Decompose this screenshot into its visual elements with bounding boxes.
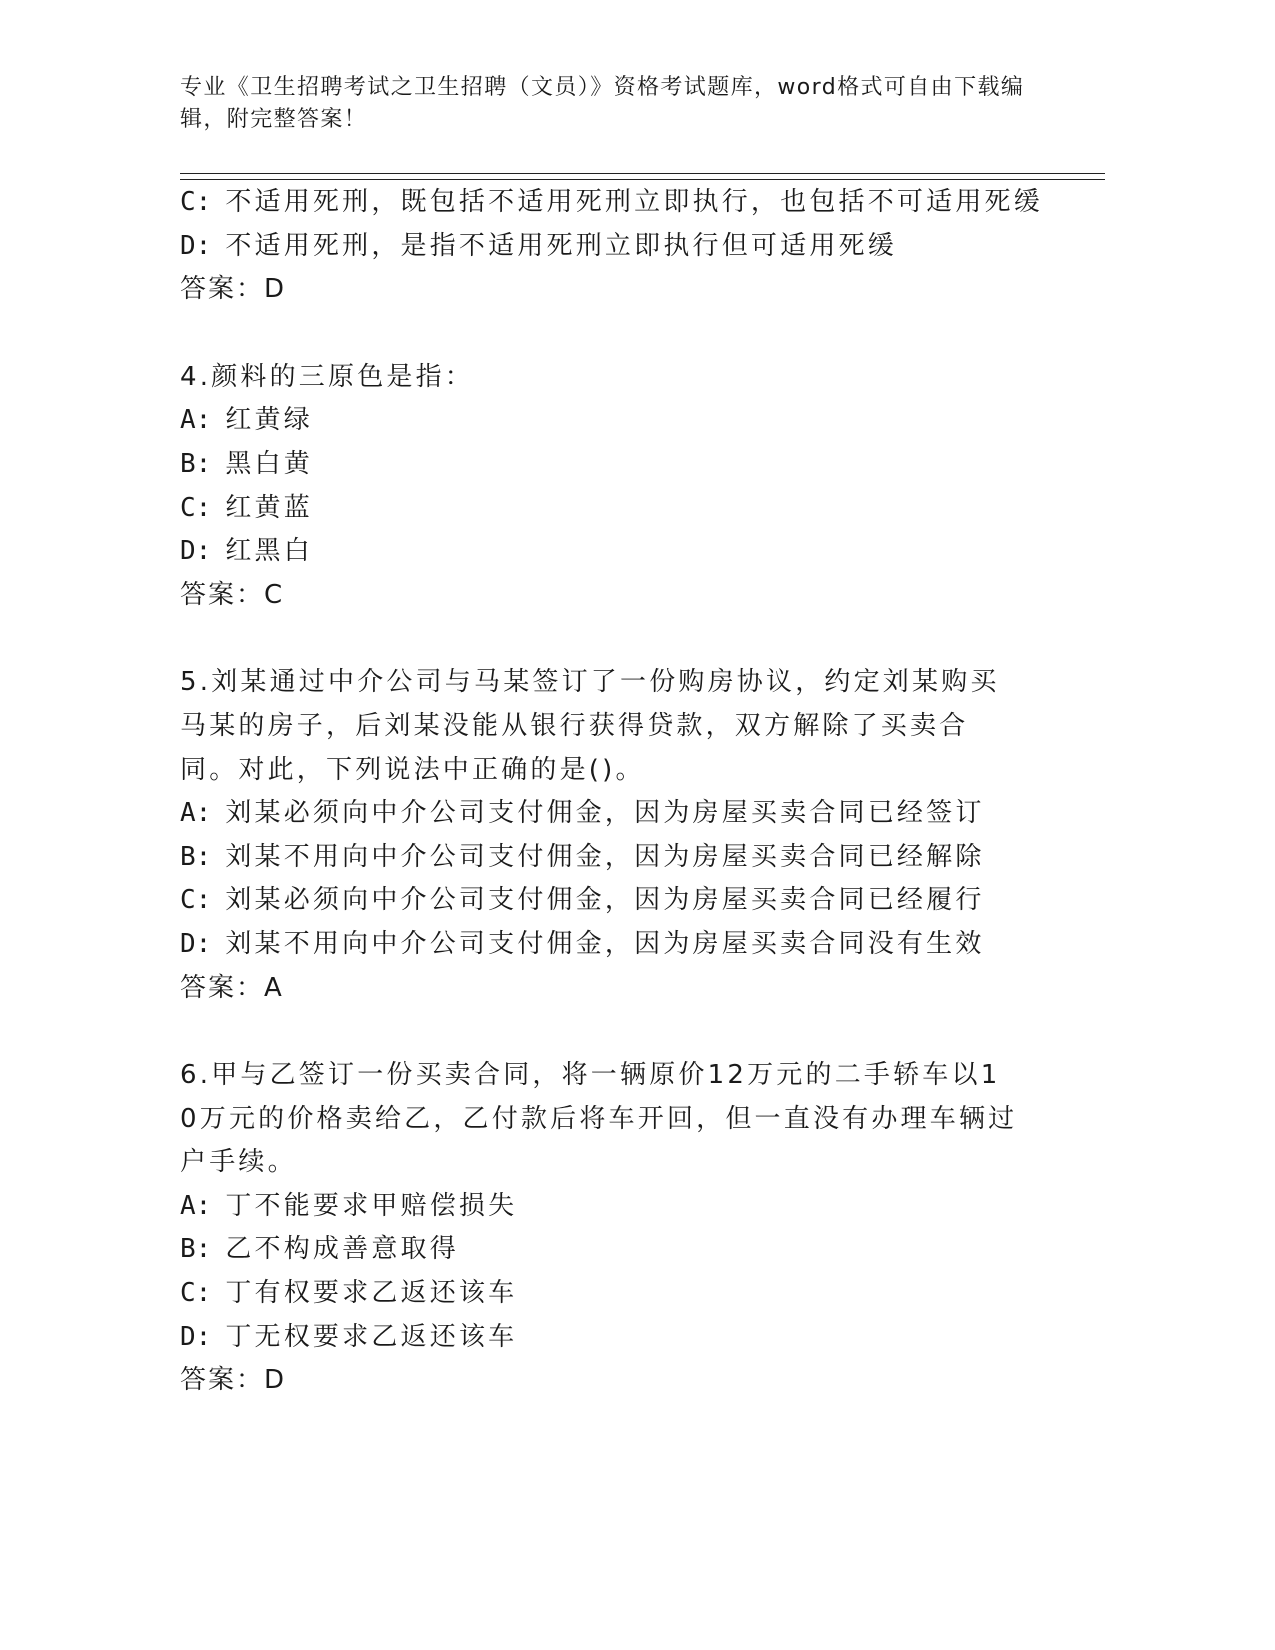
option-c: C: 刘某必须向中介公司支付佣金，因为房屋买卖合同已经履行 [180, 885, 985, 916]
header-divider-top [180, 173, 1105, 174]
question-stem: 5.刘某通过中介公司与马某签订了一份购房协议，约定刘某购买马某的房子，后刘某没能从银行获得贷款，双方解除了买卖合同。对此，下列说法中正确的是()。 [180, 667, 1000, 785]
answer-line: 答案：D [180, 1365, 287, 1396]
option-d: D: 刘某不用向中介公司支付佣金，因为房屋买卖合同没有生效 [180, 928, 985, 959]
header-divider-bottom [180, 179, 1105, 180]
option-b: B: 乙不构成善意取得 [180, 1234, 459, 1265]
answer-line: 答案：D [180, 274, 287, 305]
option-d: D: 不适用死刑，是指不适用死刑立即执行但可适用死缓 [180, 230, 897, 261]
answer-line: 答案：C [180, 579, 285, 610]
option-a: A: 丁不能要求甲赔偿损失 [180, 1190, 518, 1221]
option-b: B: 黑白黄 [180, 448, 313, 479]
option-c: C: 红黄蓝 [180, 492, 313, 523]
option-a: A: 刘某必须向中介公司支付佣金，因为房屋买卖合同已经签订 [180, 798, 985, 829]
question-content [180, 181, 1105, 1403]
question-3-continuation [180, 181, 1105, 312]
option-c: C: 丁有权要求乙返还该车 [180, 1278, 518, 1309]
question-5 [180, 661, 1105, 1010]
question-stem: 4.颜料的三原色是指： [180, 361, 475, 392]
question-6 [180, 1054, 1105, 1403]
option-d: D: 红黑白 [180, 536, 313, 567]
option-b: B: 刘某不用向中介公司支付佣金，因为房屋买卖合同已经解除 [180, 841, 985, 872]
option-d: D: 丁无权要求乙返还该车 [180, 1321, 518, 1352]
document-header: 专业《卫生招聘考试之卫生招聘（文员）》资格考试题库，word格式可自由下载编辑，附完整答案！ [180, 75, 1025, 132]
option-a: A: 红黄绿 [180, 405, 313, 436]
option-c: C: 不适用死刑，既包括不适用死刑立即执行，也包括不可适用死缓 [180, 187, 1043, 217]
question-4 [180, 356, 1105, 618]
answer-line: 答案：A [180, 972, 284, 1003]
question-stem: 6.甲与乙签订一份买卖合同，将一辆原价12万元的二手轿车以10万元的价格卖给乙，乙付款后将车开回，但一直没有办理车辆过户手续。 [180, 1060, 1018, 1178]
